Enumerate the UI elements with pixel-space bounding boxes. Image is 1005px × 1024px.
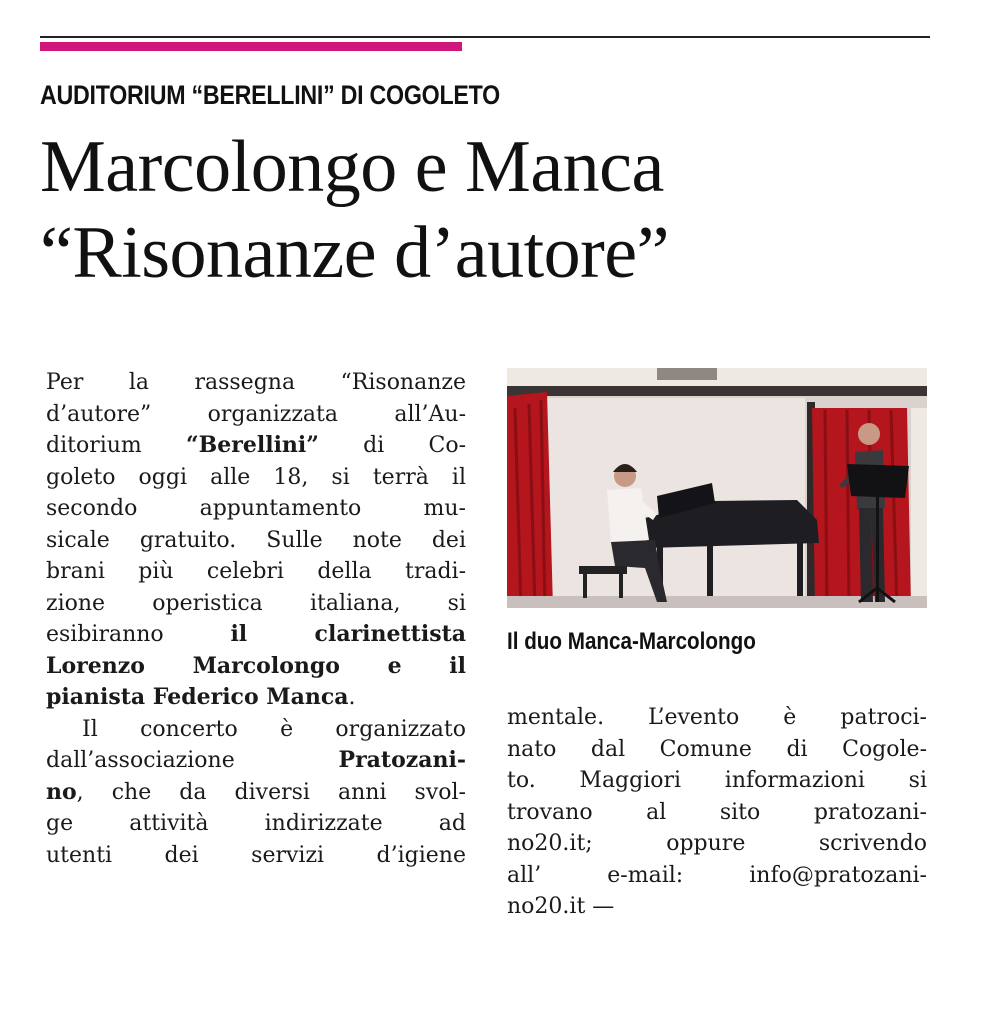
- body-text-line: [46, 430, 466, 462]
- headline: [40, 124, 970, 296]
- body-text-line: [507, 828, 927, 860]
- top-rule: [40, 36, 930, 38]
- body-text-line: [46, 399, 466, 431]
- text-span: trovano al sito pratozani-: [507, 799, 927, 825]
- body-text-line: [46, 745, 466, 777]
- body-column-left: [46, 367, 466, 871]
- text-span: brani più celebri della tradi-: [46, 559, 466, 584]
- section-accent-bar: [40, 42, 462, 51]
- headline-line-2: “Risonanze d’autore”: [40, 212, 669, 294]
- text-span: ditorium: [46, 433, 187, 458]
- bold-text: no: [46, 778, 77, 805]
- kicker: AUDITORIUM “BERELLINI” DI COGOLETO: [40, 80, 500, 110]
- text-span: .: [348, 685, 356, 710]
- bold-text: “Berellini”: [186, 432, 319, 458]
- photo-caption: Il duo Manca-Marcolongo: [507, 628, 756, 655]
- body-text-line: [46, 619, 466, 651]
- text-span: secondo appuntamento mu-: [46, 496, 466, 521]
- text-span: utenti dei servizi d’igiene: [46, 842, 466, 868]
- concert-photo-illustration: [507, 368, 927, 608]
- text-span: no20.it —: [507, 894, 615, 919]
- body-text-line: [507, 797, 927, 829]
- text-span: esibiranno: [46, 622, 231, 647]
- body-text-line: [46, 714, 466, 746]
- text-span: nato dal Comune di Cogole-: [507, 736, 927, 762]
- body-column-right: [507, 702, 927, 923]
- bold-text: pianista Federico Manca: [46, 684, 349, 710]
- text-span: Il concerto è organizzato: [82, 716, 466, 742]
- headline-line-1: Marcolongo e Manca: [40, 126, 664, 208]
- concert-photo: [507, 368, 927, 608]
- body-text-line: [46, 588, 466, 620]
- text-span: all’ e-mail: info@pratozani-: [507, 862, 927, 888]
- text-span: goleto oggi alle 18, si terrà il: [46, 464, 466, 490]
- text-span: ge attività indirizzate ad: [46, 811, 466, 836]
- bold-text: Pratozani-: [338, 747, 466, 773]
- text-span: dall’associazione: [46, 748, 339, 773]
- body-text-line: [507, 891, 927, 923]
- body-text-line: [507, 702, 927, 734]
- body-text-line: [46, 777, 466, 809]
- body-text-line: [46, 367, 466, 399]
- body-text-line: [507, 765, 927, 797]
- text-span: sicale gratuito. Sulle note dei: [46, 527, 466, 553]
- text-span: no20.it; oppure scrivendo: [507, 831, 927, 856]
- body-text-line: [46, 493, 466, 525]
- bold-text: il clarinettista: [230, 621, 466, 647]
- bold-text: Lorenzo Marcolongo e il: [46, 652, 466, 679]
- text-span: to. Maggiori informazioni si: [507, 768, 927, 793]
- text-span: di Co-: [318, 433, 467, 458]
- text-span: Per la rassegna “Risonanze: [46, 370, 466, 395]
- body-text-line: [507, 734, 927, 766]
- text-span: d’autore” organizzata all’Au-: [46, 401, 466, 427]
- body-text-line: [46, 525, 466, 557]
- body-text-line: [46, 682, 466, 714]
- body-text-line: [46, 840, 466, 872]
- text-span: zione operistica italiana, si: [46, 590, 466, 616]
- body-text-line: [507, 860, 927, 892]
- body-text-line: [46, 808, 466, 840]
- body-text-line: [46, 651, 466, 683]
- text-span: mentale. L’evento è patroci-: [507, 705, 927, 730]
- text-span: , che da diversi anni svol-: [76, 779, 466, 805]
- body-text-line: [46, 462, 466, 494]
- body-text-line: [46, 556, 466, 588]
